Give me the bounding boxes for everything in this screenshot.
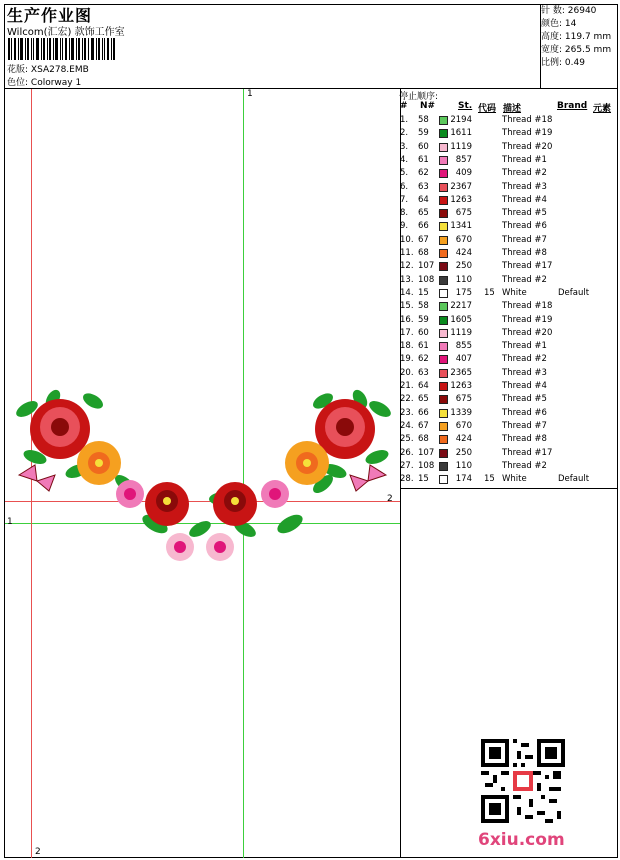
row-code: 60 bbox=[418, 327, 429, 338]
thread-row bbox=[400, 353, 618, 366]
row-number: 11. bbox=[400, 248, 414, 258]
row-stitches: 250 bbox=[455, 261, 472, 272]
row-code: 68 bbox=[418, 434, 429, 445]
design-value: XSA278.EMB bbox=[30, 65, 89, 75]
row-number: 8. bbox=[400, 208, 409, 219]
row-code: 107 bbox=[418, 447, 435, 458]
row-stitches: 250 bbox=[455, 447, 472, 458]
row-description: Thread #18 bbox=[502, 115, 553, 125]
row-stitches: 424 bbox=[455, 434, 472, 445]
thread-row bbox=[400, 327, 618, 340]
design-area bbox=[5, 89, 400, 858]
thread-row bbox=[400, 380, 618, 393]
guide-label-top: 1 bbox=[247, 89, 253, 99]
thread-row bbox=[400, 274, 618, 287]
row-stitches: 1611 bbox=[450, 128, 472, 139]
row-description: Thread #5 bbox=[502, 208, 547, 219]
row-stitches: 675 bbox=[455, 394, 472, 405]
design-file-line bbox=[7, 62, 89, 75]
row-code: 65 bbox=[418, 208, 429, 219]
row-number: 13. bbox=[400, 274, 414, 285]
row-stitches: 407 bbox=[455, 354, 472, 365]
color-swatch bbox=[439, 236, 448, 245]
col-code2: 代码 bbox=[478, 104, 497, 114]
row-stitches: 1119 bbox=[450, 327, 472, 338]
row-description: Thread #2 bbox=[502, 274, 547, 285]
colorway-label: 色位: bbox=[7, 78, 29, 88]
row-code: 108 bbox=[418, 460, 435, 471]
thread-row bbox=[400, 473, 618, 486]
color-swatch bbox=[439, 249, 448, 258]
row-brand: Default bbox=[558, 287, 590, 298]
row-description: Thread #4 bbox=[502, 194, 547, 205]
color-swatch bbox=[439, 462, 448, 471]
table-bottom-divider bbox=[400, 488, 618, 489]
row-number: 19. bbox=[400, 354, 414, 365]
thread-row bbox=[400, 300, 618, 313]
row-code2: 15 bbox=[484, 474, 495, 485]
row-number: 7. bbox=[400, 194, 409, 205]
row-description: Thread #3 bbox=[502, 181, 547, 192]
row-description: Thread #17 bbox=[502, 261, 553, 272]
row-number: 4. bbox=[400, 154, 409, 165]
row-description: Thread #8 bbox=[502, 248, 547, 258]
thread-row bbox=[400, 393, 618, 406]
row-code: 59 bbox=[418, 128, 429, 139]
company-name: Wilcom(汇宏) 款饰工作室 bbox=[7, 27, 125, 38]
row-number: 5. bbox=[400, 168, 409, 179]
row-stitches: 1119 bbox=[450, 141, 472, 152]
row-stitches: 857 bbox=[455, 154, 472, 165]
row-code: 63 bbox=[418, 181, 429, 192]
col-brand: Brand bbox=[557, 101, 588, 111]
color-swatch bbox=[439, 289, 448, 298]
row-description: Thread #2 bbox=[502, 354, 547, 365]
thread-row bbox=[400, 287, 618, 300]
row-description: Thread #2 bbox=[502, 168, 547, 179]
row-stitches: 855 bbox=[455, 341, 472, 352]
color-swatch bbox=[439, 475, 448, 484]
row-description: White bbox=[502, 287, 527, 298]
row-code2: 15 bbox=[484, 287, 495, 298]
row-description: Thread #19 bbox=[502, 128, 553, 139]
thread-row bbox=[400, 207, 618, 220]
page-title: 生产作业图 bbox=[7, 6, 93, 25]
color-swatch bbox=[439, 342, 448, 351]
color-swatch bbox=[439, 382, 448, 391]
butterfly-left bbox=[19, 465, 55, 491]
row-description: Thread #17 bbox=[502, 447, 553, 458]
row-number: 1. bbox=[400, 115, 409, 125]
watermark-logo: 6xiu.com bbox=[478, 830, 565, 850]
row-description: Thread #7 bbox=[502, 234, 547, 245]
thread-row bbox=[400, 181, 618, 194]
row-number: 14. bbox=[400, 287, 414, 298]
col-element: 元素 bbox=[593, 104, 612, 114]
row-code: 65 bbox=[418, 394, 429, 405]
row-stitches: 174 bbox=[455, 474, 472, 485]
row-code: 59 bbox=[418, 314, 429, 325]
red-flower-center-right bbox=[213, 482, 257, 526]
thread-row bbox=[400, 141, 618, 154]
row-number: 6. bbox=[400, 181, 409, 192]
design-specs bbox=[541, 5, 611, 70]
orange-flower-right bbox=[285, 441, 329, 485]
color-swatch bbox=[439, 369, 448, 378]
row-description: Thread #6 bbox=[502, 407, 547, 418]
thread-row bbox=[400, 433, 618, 446]
row-stitches: 1605 bbox=[450, 314, 472, 325]
row-stitches: 670 bbox=[455, 234, 472, 245]
spec-colors: 颜色: 14 bbox=[541, 18, 577, 29]
row-number: 23. bbox=[400, 407, 414, 418]
row-stitches: 675 bbox=[455, 208, 472, 219]
thread-row bbox=[400, 167, 618, 180]
col-desc: 描述 bbox=[503, 104, 522, 114]
row-description: Thread #18 bbox=[502, 301, 553, 312]
color-swatch bbox=[439, 183, 448, 192]
row-stitches: 2217 bbox=[450, 301, 472, 312]
row-number: 20. bbox=[400, 367, 414, 378]
row-stitches: 424 bbox=[455, 248, 472, 258]
thread-row bbox=[400, 194, 618, 207]
row-code: 66 bbox=[418, 221, 429, 232]
thread-row bbox=[400, 234, 618, 247]
guide-label-left: 1 bbox=[7, 517, 13, 527]
stop-sequence-heading: 停止顺序: bbox=[399, 92, 439, 102]
row-description: Thread #5 bbox=[502, 394, 547, 405]
color-swatch bbox=[439, 209, 448, 218]
row-number: 9. bbox=[400, 221, 409, 232]
row-stitches: 175 bbox=[455, 287, 472, 298]
thread-row bbox=[400, 260, 618, 273]
row-description: Thread #6 bbox=[502, 221, 547, 232]
row-stitches: 1263 bbox=[450, 381, 472, 391]
thread-row bbox=[400, 247, 618, 260]
row-code: 67 bbox=[418, 420, 429, 431]
thread-row bbox=[400, 367, 618, 380]
row-number: 21. bbox=[400, 381, 414, 391]
row-number: 27. bbox=[400, 460, 414, 471]
color-swatch bbox=[439, 409, 448, 418]
row-code: 108 bbox=[418, 274, 435, 285]
row-description: Thread #1 bbox=[502, 341, 547, 352]
orange-flower-left bbox=[77, 441, 121, 485]
color-swatch bbox=[439, 276, 448, 285]
row-stitches: 110 bbox=[455, 460, 472, 471]
color-swatch bbox=[439, 156, 448, 165]
thread-row bbox=[400, 447, 618, 460]
color-swatch bbox=[439, 395, 448, 404]
row-stitches: 2367 bbox=[450, 181, 472, 192]
row-description: Thread #2 bbox=[502, 460, 547, 471]
row-description: Thread #20 bbox=[502, 327, 553, 338]
colorway-line bbox=[7, 75, 81, 88]
color-swatch bbox=[439, 143, 448, 152]
row-stitches: 1339 bbox=[450, 407, 472, 418]
color-swatch bbox=[439, 262, 448, 271]
row-stitches: 2194 bbox=[450, 115, 472, 125]
row-number: 10. bbox=[400, 234, 414, 245]
spec-height: 高度: 119.7 mm bbox=[541, 31, 612, 42]
thread-row bbox=[400, 314, 618, 327]
row-description: Thread #3 bbox=[502, 367, 547, 378]
thread-row bbox=[400, 220, 618, 233]
row-stitches: 2365 bbox=[450, 367, 472, 378]
col-code: N# bbox=[420, 101, 436, 111]
row-number: 26. bbox=[400, 447, 414, 458]
butterfly-right bbox=[350, 465, 386, 491]
row-description: Thread #4 bbox=[502, 381, 547, 391]
color-swatch bbox=[439, 449, 448, 458]
embroidery-design bbox=[5, 379, 400, 569]
color-swatch bbox=[439, 329, 448, 338]
thread-row bbox=[400, 340, 618, 353]
thread-row bbox=[400, 114, 618, 127]
row-number: 12. bbox=[400, 261, 414, 272]
row-code: 63 bbox=[418, 367, 429, 378]
row-code: 64 bbox=[418, 381, 429, 391]
row-code: 62 bbox=[418, 354, 429, 365]
row-description: Thread #19 bbox=[502, 314, 553, 325]
row-stitches: 110 bbox=[455, 274, 472, 285]
color-swatch bbox=[439, 169, 448, 178]
spec-width: 宽度: 265.5 mm bbox=[541, 44, 612, 55]
spec-scale: 比例: 0.49 bbox=[541, 57, 585, 68]
color-swatch bbox=[439, 196, 448, 205]
thread-row bbox=[400, 420, 618, 433]
row-code: 61 bbox=[418, 154, 429, 165]
row-stitches: 409 bbox=[455, 168, 472, 179]
thread-row bbox=[400, 460, 618, 473]
row-code: 58 bbox=[418, 301, 429, 312]
row-number: 17. bbox=[400, 327, 414, 338]
barcode-image bbox=[8, 38, 116, 60]
col-num: # bbox=[400, 101, 408, 111]
color-swatch bbox=[439, 302, 448, 311]
row-number: 16. bbox=[400, 314, 414, 325]
row-number: 2. bbox=[400, 128, 409, 139]
row-stitches: 1341 bbox=[450, 221, 472, 232]
row-code: 15 bbox=[418, 287, 429, 298]
row-code: 62 bbox=[418, 168, 429, 179]
row-code: 66 bbox=[418, 407, 429, 418]
color-swatch bbox=[439, 222, 448, 231]
col-stitches: St. bbox=[458, 101, 473, 111]
row-code: 60 bbox=[418, 141, 429, 152]
color-swatch bbox=[439, 422, 448, 431]
color-swatch bbox=[439, 116, 448, 125]
spec-stitches: 针 数: 26940 bbox=[541, 6, 597, 16]
thread-row bbox=[400, 127, 618, 140]
row-number: 22. bbox=[400, 394, 414, 405]
row-code: 64 bbox=[418, 194, 429, 205]
guide-label-right: 2 bbox=[387, 494, 393, 504]
guide-label-bottom: 2 bbox=[35, 847, 41, 857]
row-code: 61 bbox=[418, 341, 429, 352]
color-swatch bbox=[439, 316, 448, 325]
row-code: 107 bbox=[418, 261, 435, 272]
row-stitches: 1263 bbox=[450, 194, 472, 205]
color-swatch bbox=[439, 355, 448, 364]
colorway-value: Colorway 1 bbox=[30, 78, 82, 88]
row-number: 25. bbox=[400, 434, 414, 445]
row-description: Thread #1 bbox=[502, 154, 547, 165]
row-stitches: 670 bbox=[455, 420, 472, 431]
row-brand: Default bbox=[558, 474, 590, 485]
color-swatch bbox=[439, 129, 448, 138]
row-description: Thread #7 bbox=[502, 420, 547, 431]
row-code: 15 bbox=[418, 474, 429, 485]
row-number: 18. bbox=[400, 341, 414, 352]
row-number: 15. bbox=[400, 301, 414, 312]
qr-code-image bbox=[481, 739, 565, 823]
row-description: Thread #20 bbox=[502, 141, 553, 152]
thread-row bbox=[400, 407, 618, 420]
row-code: 68 bbox=[418, 248, 429, 258]
thread-row bbox=[400, 154, 618, 167]
row-code: 67 bbox=[418, 234, 429, 245]
row-number: 24. bbox=[400, 420, 414, 431]
red-peony-left bbox=[30, 399, 90, 459]
design-label: 花版: bbox=[7, 65, 29, 75]
row-number: 28. bbox=[400, 474, 414, 485]
red-flower-center-left bbox=[145, 482, 189, 526]
row-description: White bbox=[502, 474, 527, 485]
row-code: 58 bbox=[418, 115, 429, 125]
pink-flowers bbox=[116, 480, 289, 561]
row-number: 3. bbox=[400, 141, 409, 152]
row-description: Thread #8 bbox=[502, 434, 547, 445]
color-swatch bbox=[439, 435, 448, 444]
